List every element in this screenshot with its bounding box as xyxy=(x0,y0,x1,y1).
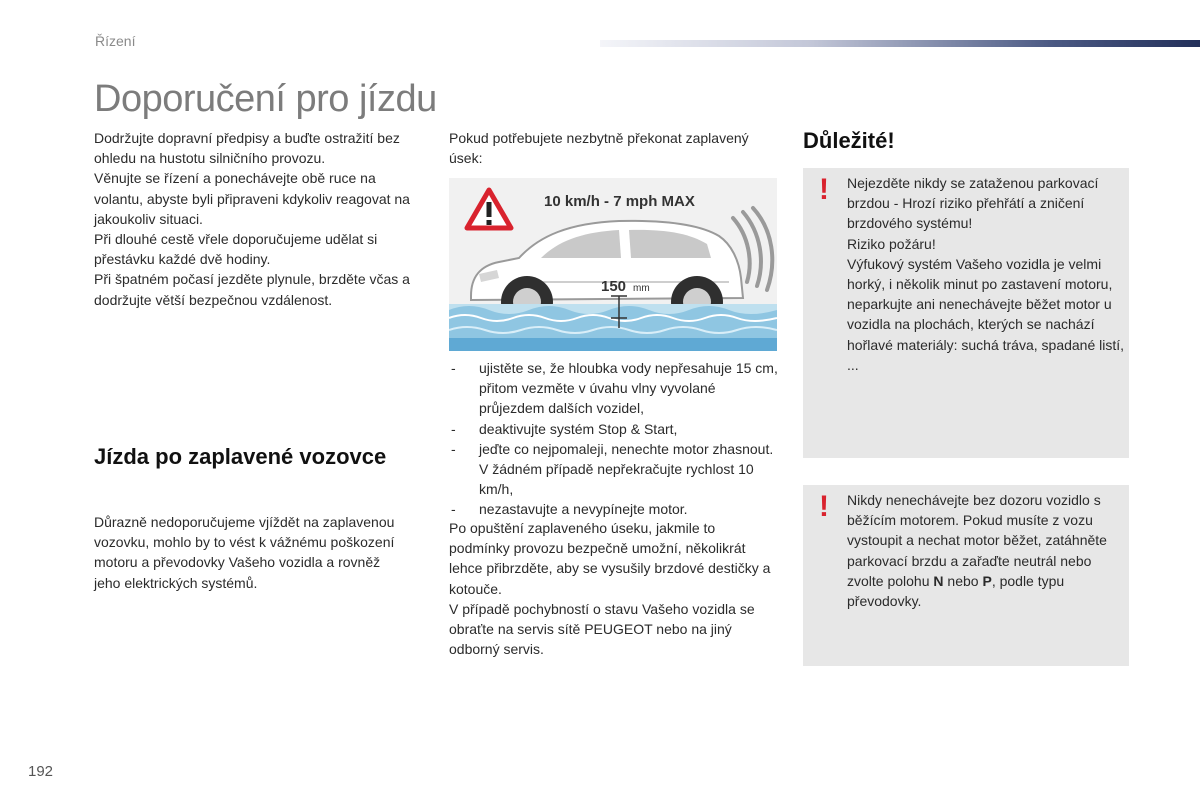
paragraph: Riziko požáru! xyxy=(847,235,936,252)
paragraph: Dodržujte dopravní předpisy a buďte ostražití bez ohledu na hustotu silničního provozu. xyxy=(94,130,400,167)
flooded-road-text xyxy=(94,512,404,593)
paragraph: Po opuštění zaplaveného úseku, jakmile to podmínky provozu bezpečně umožní, několikrát lehce přibrzděte, aby se vysušily brzdové destičky a kotouče. xyxy=(449,520,771,597)
list-dash: - xyxy=(451,360,456,376)
list-item-text: nezastavujte a nevypínejte motor. xyxy=(479,501,688,518)
paragraph: V případě pochybností o stavu Vašeho vozidla se obraťte na servis sítě PEUGEOT nebo na jiný odborný servis. xyxy=(449,600,755,658)
flooded-road-heading: Jízda po zaplavené vozovce xyxy=(94,444,387,469)
important-heading: Důležité! xyxy=(803,128,895,153)
gear-n: N xyxy=(933,572,944,589)
list-dash: - xyxy=(451,440,456,457)
exclamation-icon: ! xyxy=(819,173,829,206)
paragraph: Důrazně nedoporučujeme vjíždět na zaplavenou vozovku, mohlo by to vést k vážnému poškození motoru a převodovky Vašeho vozidla a rovněž jeho elektrických systémů. xyxy=(94,514,395,591)
header-gradient-bar xyxy=(600,40,1200,47)
exclamation-icon: ! xyxy=(819,490,829,523)
paragraph: Při dlouhé cestě vřele doporučujeme udělat si přestávku každé dvě hodiny. xyxy=(94,231,378,268)
text-run: Nikdy nenechávejte bez dozoru vozidlo s běžícím motorem. Pokud musíte z vozu vystoupit a nechat motor běžet, zatáhněte parkovací brzdu a zařaďte neutrál nebo zvolte polohu xyxy=(847,492,1107,589)
page-number: 192 xyxy=(28,763,54,780)
depth-unit: mm xyxy=(633,283,650,294)
warning-box xyxy=(803,168,1129,458)
warning-box xyxy=(803,485,1129,666)
paragraph: Výfukový systém Vašeho vozidla je velmi horký, i několik minut po zastavení motoru, neparkujte ani nenechávejte běžet motor u vozidla na plochách, kterých se nachází hořlavé materiály: suchá tráva, spadané listí, ... xyxy=(847,255,1125,373)
list-item xyxy=(449,419,784,439)
car-in-water-figure xyxy=(449,178,777,351)
list-dash: - xyxy=(451,501,456,518)
depth-value: 150 xyxy=(601,278,627,295)
paragraph: Pokud potřebujete nezbytně překonat zaplavený úsek: xyxy=(449,130,749,167)
warning-text xyxy=(847,490,1127,611)
list-item-text: deaktivujte systém Stop & Start, xyxy=(479,420,678,437)
flood-steps-list xyxy=(449,358,784,520)
flooded-road-illustration xyxy=(449,178,777,351)
gear-p: P xyxy=(982,572,992,589)
list-item xyxy=(449,358,784,419)
list-dash: - xyxy=(451,420,456,437)
speed-limit-label: 10 km/h - 7 mph MAX xyxy=(544,193,695,210)
section-label: Řízení xyxy=(95,33,136,49)
warning-text xyxy=(847,173,1127,375)
paragraph: Nejezděte nikdy se zataženou parkovací brzdou - Hrozí riziko přehřátí a zničení brzdového systému! xyxy=(847,175,1099,232)
paragraph: Při špatném počasí jezděte plynule, brzděte včas a dodržujte větší bezpečnou vzdálenost. xyxy=(94,271,410,308)
paragraph: Věnujte se řízení a ponechávejte obě ruce na volantu, abyste byli připraveni kdykoliv reagovat na jakoukoliv situaci. xyxy=(94,170,410,227)
list-item-text: jeďte co nejpomaleji, nenechte motor zhasnout. V žádném případě nepřekračujte rychlost 10 km/h, xyxy=(479,440,774,498)
list-item-text: ujistěte se, že hloubka vody nepřesahuje 15 cm, přitom vezměte v úvahu vlny vyvolané průjezdem dalších vozidel, xyxy=(479,360,778,417)
water-icon xyxy=(449,304,777,351)
after-flood-text xyxy=(449,518,779,659)
warning-triangle-icon xyxy=(467,190,511,228)
list-item xyxy=(449,499,784,519)
page-title: Doporučení pro jízdu xyxy=(94,78,437,120)
text-run: nebo xyxy=(943,572,983,589)
paragraph xyxy=(847,490,1127,611)
driving-advice-text xyxy=(94,128,424,310)
text-run: , podle typu převodovky. xyxy=(847,572,1065,610)
flood-intro xyxy=(449,128,749,168)
list-item xyxy=(449,439,784,500)
